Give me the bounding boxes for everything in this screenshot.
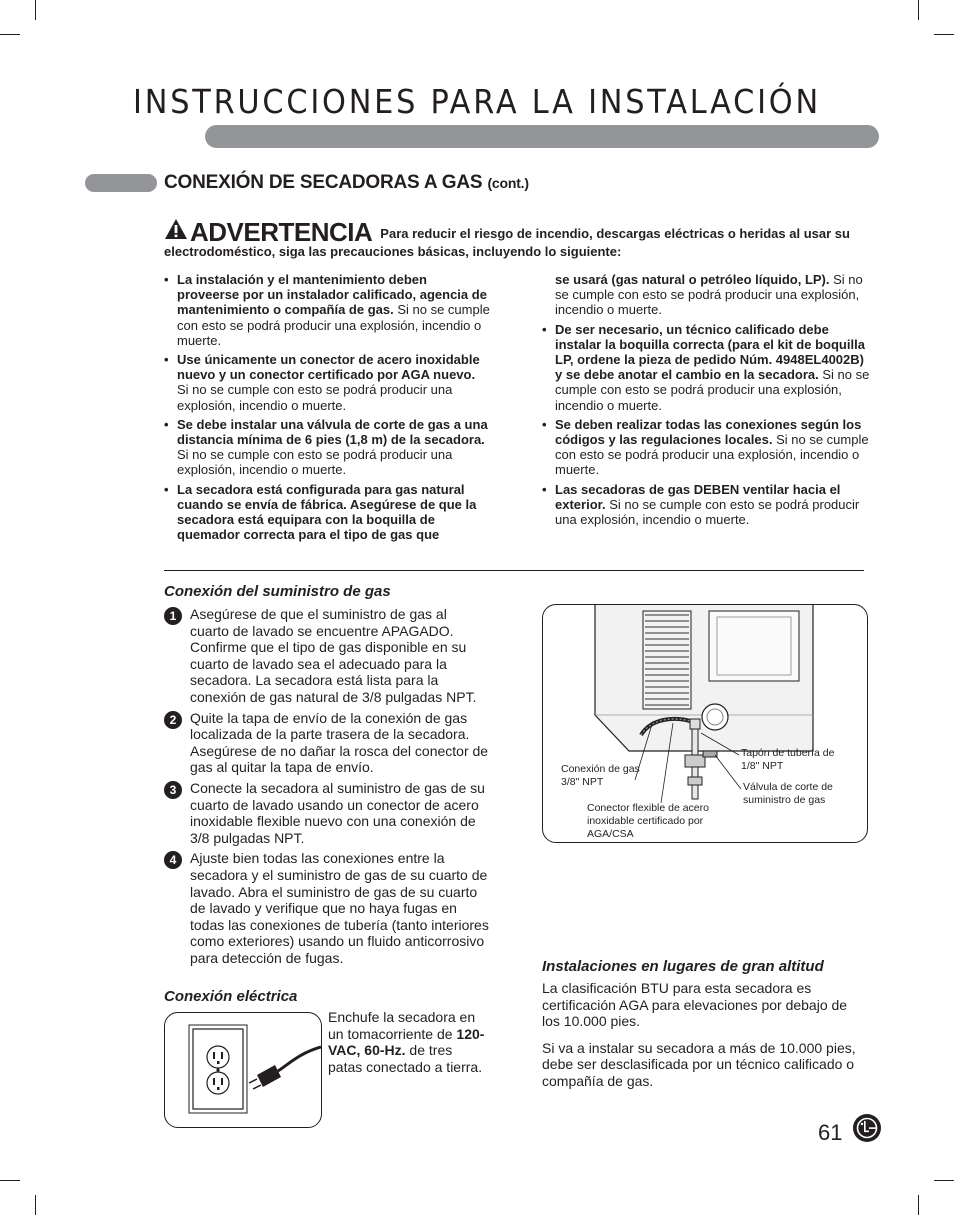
crop-mark <box>0 34 20 35</box>
altitude-paragraph: Si va a instalar su secadora a más de 10.000 pies, debe ser desclasificada por un técnico calificado o compañía de gas. <box>542 1039 856 1089</box>
page-number: 61 <box>818 1120 843 1145</box>
section-title <box>164 172 529 194</box>
lg-logo-icon <box>852 1113 882 1143</box>
lg-logo <box>852 1113 882 1148</box>
warning-item: • La instalación y el mantenimiento deben proveerse por un instalador calificado, agencia de mantenimiento o compañía de gas. Si no se cumple con esto se podrá producir una explosión, incendio o muerte. <box>164 272 490 348</box>
gas-supply-steps <box>164 606 489 970</box>
divider <box>164 570 864 571</box>
crop-mark <box>918 0 919 20</box>
title-bar <box>205 125 879 148</box>
gas-connection-figure <box>542 604 868 843</box>
section-title-text: CONEXIÓN DE SECADORAS A GAS <box>164 172 483 193</box>
crop-mark <box>0 1180 20 1181</box>
page-title: INSTRUCCIONES PARA LA INSTALACIÓN <box>133 82 821 121</box>
electrical-heading: Conexión eléctrica <box>164 988 298 1005</box>
warning-intro: Para reducir el riesgo de incendio, descargas eléctricas o heridas al usar su electrodoméstico, siga las precauciones básicas, incluyendo lo siguiente: <box>164 226 850 259</box>
warning-triangle-icon <box>164 218 188 244</box>
section-pill <box>85 174 157 192</box>
step-text: Asegúrese de que el suministro de gas al cuarto de lavado se encuentre APAGADO. Confirme que el tipo de gas disponible en su cuarto de lavado sea el adecuado para la secadora. La secadora está lista para la conexión de gas natural de 3/8 pulgadas NPT. <box>190 606 477 705</box>
warning-item: • De ser necesario, un técnico calificado debe instalar la boquilla correcta (para el kit de boquilla LP, ordene la pieza de pedido Núm. 4948EL4002B) y se debe anotar el cambio en la secadora. Si no se cumple con esto se podrá producir una explosión, incendio o muerte. <box>542 322 870 413</box>
warning-item: • Se deben realizar todas las conexiones según los códigos y las regulaciones locales. Si no se cumple con esto se podrá producir una explosión, incendio o muerte. <box>542 417 870 478</box>
crop-mark <box>35 1195 36 1215</box>
warning-item: • Las secadoras de gas DEBEN ventilar hacia el exterior. Si no se cumple con esto se podrá producir una explosión, incendio o muerte. <box>542 482 870 528</box>
outlet-figure <box>164 1012 322 1128</box>
warning-word: ADVERTENCIA <box>190 217 373 247</box>
step-number-badge: 4 <box>164 851 182 869</box>
warning-item: • Use únicamente un conector de acero inoxidable nuevo y un conector certificado por AGA nuevo. Si no se cumple con esto se podrá producir una explosión, incendio o muerte. <box>164 352 490 413</box>
crop-mark <box>35 0 36 20</box>
step-text: Quite la tapa de envío de la conexión de gas localizada de la parte trasera de la secadora. Asegúrese de no dañar la rosca del conector de gas al quitar la tapa de envío. <box>190 709 489 776</box>
section-title-suffix: (cont.) <box>487 175 529 191</box>
step-number-badge: 3 <box>164 781 182 799</box>
gas-supply-heading: Conexión del suministro de gas <box>164 583 391 600</box>
warning-left-column <box>164 272 490 546</box>
crop-mark <box>934 34 954 35</box>
altitude-text <box>542 980 867 1100</box>
crop-mark <box>934 1180 954 1181</box>
step-number-badge: 1 <box>164 607 182 625</box>
outlet-icon <box>165 1013 321 1127</box>
step-item <box>164 606 489 706</box>
step-item <box>164 850 489 966</box>
warning-header <box>164 218 864 260</box>
altitude-heading: Instalaciones en lugares de gran altitud <box>542 958 824 975</box>
step-number-badge: 2 <box>164 711 182 729</box>
step-text: Ajuste bien todas las conexiones entre la secadora y el suministro de gas de su cuarto de lavado. Abra el suministro de gas de su cuarto de lavado y verifique que no haya fugas en todas las conexiones de tubería (tanto interiores como exteriores) usando un fluido anticorrosivo para detección de fugas. <box>190 850 489 966</box>
warning-right-column <box>542 272 870 531</box>
step-text: Conecte la secadora al suministro de gas de su cuarto de lavado usando un conector de acero inoxidable flexible nuevo con una conexión de 3/8 pulgadas NPT. <box>190 779 485 846</box>
gas-connection-label: Conexión de gas 3/8" NPT <box>561 763 640 788</box>
warning-item: • Se debe instalar una válvula de corte de gas a una distancia mínima de 6 pies (1,8 m) de la secadora. Si no se cumple con esto se podrá producir una explosión, incendio o muerte. <box>164 417 490 478</box>
warning-item-continuation: se usará (gas natural o petróleo líquido, LP). Si no se cumple con esto se podrá producir una explosión, incendio o muerte. <box>555 272 863 318</box>
electrical-text: Enchufe la secadora en un tomacorriente de 120-VAC, 60-Hz. de tres patas conectado a tierra. <box>328 1009 485 1075</box>
flex-connector-label: Conector flexible de acero inoxidable certificado por AGA/CSA <box>587 802 709 840</box>
warning-item: • La secadora está configurada para gas natural cuando se envía de fábrica. Asegúrese de que la secadora está equipara con la boquilla de quemador correcta para el tipo de gas que <box>164 482 490 543</box>
shutoff-valve-label: Válvula de corte de suministro de gas <box>743 781 833 806</box>
pipe-plug-label: Tapón de tubería de 1/8" NPT <box>741 747 835 772</box>
altitude-paragraph: La clasificación BTU para esta secadora es certificación AGA para elevaciones por debajo de los 10.000 pies. <box>542 980 848 1030</box>
step-item <box>164 710 489 776</box>
crop-mark <box>918 1195 919 1215</box>
step-item <box>164 780 489 846</box>
